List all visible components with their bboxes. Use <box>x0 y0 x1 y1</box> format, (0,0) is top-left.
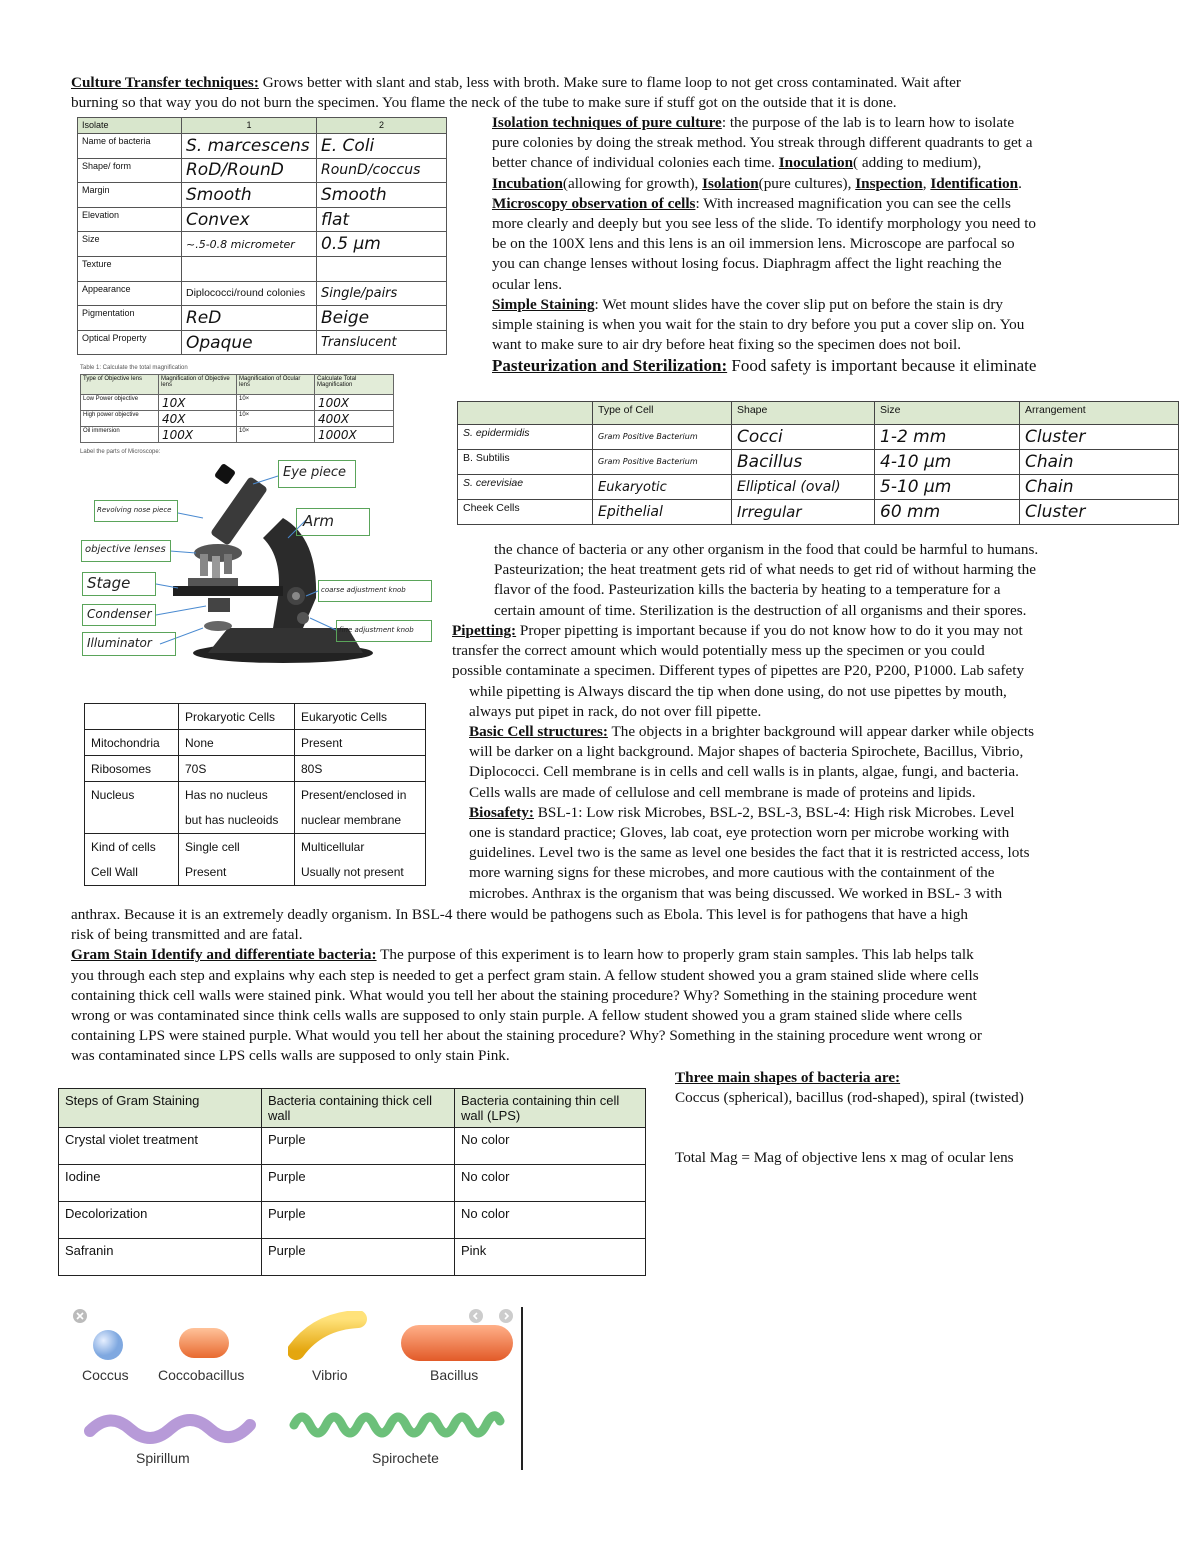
row-label: Optical Property <box>78 330 182 355</box>
feature <box>85 808 179 834</box>
gram-step: Crystal violet treatment <box>59 1128 262 1165</box>
simple-heading: Simple Staining <box>492 295 595 313</box>
label-eyepiece: Eye piece <box>278 460 356 488</box>
incubation-term: Incubation <box>492 174 563 192</box>
cell-value: flat <box>317 207 447 232</box>
gram-heading: Gram Stain Identify and differentiate bacteria: <box>71 946 377 964</box>
lens-name: Low Power objective <box>81 395 159 411</box>
cell-header: Shape <box>732 402 875 425</box>
pipetting-line4: while pipetting is Always discard the tip when done using, do not use pipettes by mouth, <box>469 682 1007 700</box>
total-mag: 1000X <box>315 427 394 443</box>
organism-name: S. epidermidis <box>458 425 593 450</box>
spirochete-icon <box>288 1403 508 1443</box>
culture-section <box>71 73 1151 113</box>
biosafety-heading: Biosafety: <box>469 803 534 821</box>
table-row <box>458 425 1179 450</box>
culture-line1: Grows better with slant and stab, less with broth. Make sure to flame loop to not get cross contaminated. Wait after <box>258 74 961 91</box>
euk-value: Present <box>295 730 426 756</box>
cell-value: RoD/RounD <box>182 158 317 183</box>
table-row <box>78 330 447 355</box>
biosafety-line6: anthrax. Because it is an extremely deadly organism. In BSL-4 there would be pathogens such as Ebola. This level is for pathogens that have a high <box>71 906 968 923</box>
biosafety-line2: one is standard practice; Gloves, lab coat, eye protection worn per microbe working with <box>469 824 1010 842</box>
mag-header: Calculate Total Magnification <box>315 375 394 395</box>
microscopy-line2: more clearly and deeply but you see less of the slide. To identify morphology you need to <box>492 215 1037 233</box>
table-row <box>78 256 447 281</box>
prok-value: but has nucleoids <box>179 808 295 834</box>
bacteria-shapes-figure <box>66 1305 528 1475</box>
inoculation-term: Inoculation <box>778 154 854 172</box>
euk-value: Usually not present <box>295 860 426 886</box>
coccus-label: Coccus <box>82 1367 129 1383</box>
cell-arrangement: Chain <box>1020 450 1179 475</box>
isolation-line2: pure colonies by doing the streak method. You streak through different quadrants to get a <box>492 134 1033 152</box>
inspection-term: Inspection <box>855 174 923 192</box>
cell-value: 0.5 μm <box>317 232 447 257</box>
prok-value: Has no nucleus <box>179 782 295 808</box>
biosafety-line3: guidelines. Level two is the same as level one besides the fact that it is restricted access, lots <box>469 844 1030 862</box>
pipetting-line2: transfer the correct amount which would potentially mess up the specimen or you could <box>452 642 985 660</box>
basic-line3: Diplococci. Cell membrane is in cells and cell walls is in plants, algae, fungi, and bacteria. <box>469 763 1019 781</box>
cell-value <box>317 256 447 281</box>
cell-header: Size <box>875 402 1020 425</box>
table-row <box>81 395 394 411</box>
cell-size: 5-10 μm <box>875 475 1020 500</box>
prok-value: Single cell <box>179 834 295 860</box>
feature: Ribosomes <box>85 756 179 782</box>
gram-step: Decolorization <box>59 1202 262 1239</box>
prok-header: Eukaryotic Cells <box>295 704 426 730</box>
basic-line4: Cells walls are made of cellulose and cell membrane is made of proteins and lipids. <box>469 783 976 801</box>
cell-type: Gram Positive Bacterium <box>593 450 732 475</box>
bacillus-icon <box>398 1321 518 1367</box>
cell-value: S. marcescens <box>182 134 317 159</box>
coccobacillus-icon <box>174 1323 234 1363</box>
label-coarse: coarse adjustment knob <box>318 580 432 602</box>
mag-header: Type of Objective lens <box>81 375 159 395</box>
thin-result: No color <box>455 1128 646 1165</box>
cell-value: Translucent <box>317 330 447 355</box>
thick-result: Purple <box>262 1239 455 1276</box>
gram-line4: wrong or was contaminated since think cells walls are supposed to only stain purple. A fellow student showed you a gram stained slide where cells <box>71 1007 963 1025</box>
lens-name: Oil immersion <box>81 427 159 443</box>
obj-mag: 10X <box>159 395 237 411</box>
thin-result: No color <box>455 1165 646 1202</box>
cell-value: E. Coli <box>317 134 447 159</box>
row-label: Elevation <box>78 207 182 232</box>
gram-line5: containing LPS were stained purple. What would you tell her about the staining procedure? Why? Something in the staining procedure went wrong or <box>71 1027 982 1045</box>
feature: Nucleus <box>85 782 179 808</box>
bacillus-label: Bacillus <box>430 1367 479 1383</box>
cell-header: Type of Cell <box>593 402 732 425</box>
pasteur-line3: flavor of the food. Pasteurization kills the bacteria by heating to a temperature for a <box>494 581 1001 599</box>
organism-name: B. Subtilis <box>458 450 593 475</box>
table-row <box>59 1128 646 1165</box>
prok-value: None <box>179 730 295 756</box>
cell-value: Convex <box>182 207 317 232</box>
simple-line2: simple staining is when you wait for the stain to dry before you put a cover slip on. You <box>492 316 1025 334</box>
label-illuminator: Illuminator <box>82 632 176 656</box>
gram-line1: The purpose of this experiment is to learn how to properly gram stain samples. This lab helps talk <box>376 946 974 964</box>
table-row <box>78 281 447 306</box>
label-nosepiece: Revolving nose piece <box>94 500 178 522</box>
cell-arrangement: Cluster <box>1020 425 1179 450</box>
cell-shape: Irregular <box>732 500 875 525</box>
cell-value: ~.5-0.8 micrometer <box>182 232 317 257</box>
row-label: Size <box>78 232 182 257</box>
cell-header: Arrangement <box>1020 402 1179 425</box>
isolate-header-1: 1 <box>182 118 317 134</box>
lens-name: High power objective <box>81 411 159 427</box>
cell-shape: Bacillus <box>732 450 875 475</box>
spirillum-label: Spirillum <box>136 1450 190 1466</box>
table-row <box>85 782 426 808</box>
row-label: Appearance <box>78 281 182 306</box>
shapes-section <box>675 1068 1135 1169</box>
table-row <box>78 134 447 159</box>
label-parts-caption: Label the parts of Microscope: <box>80 449 161 455</box>
thin-result: No color <box>455 1202 646 1239</box>
period: . <box>1018 174 1022 192</box>
vibrio-label: Vibrio <box>312 1367 348 1383</box>
basic-heading: Basic Cell structures: <box>469 723 608 740</box>
total-mag-formula: Total Mag = Mag of objective lens x mag of ocular lens <box>675 1149 1014 1167</box>
cell-type: Gram Positive Bacterium <box>593 425 732 450</box>
mag-table-caption: Table 1: Calculate the total magnification <box>80 365 188 371</box>
table-row <box>458 475 1179 500</box>
culture-line2: burning so that way you do not burn the specimen. You flame the neck of the tube to make sure if stuff got on the outside that it is done. <box>71 94 897 112</box>
ocular-mag: 10× <box>237 395 315 411</box>
isolation-line3: better chance of individual colonies each time. <box>492 154 779 172</box>
label-objective: objective lenses <box>81 540 171 562</box>
cell-type: Epithelial <box>593 500 732 525</box>
mag-header: Magnification of Objective lens <box>159 375 237 395</box>
table-row <box>78 232 447 257</box>
table-row <box>85 730 426 756</box>
thick-result: Purple <box>262 1165 455 1202</box>
pipetting-line5: always put pipet in rack, do not over fill pipette. <box>469 702 762 720</box>
basic-line2: will be darker on a light background. Major shapes of bacteria Spirochete, Bacillus, Vibrio, <box>469 743 1024 761</box>
total-mag: 100X <box>315 395 394 411</box>
feature: Mitochondria <box>85 730 179 756</box>
euk-value: Multicellular <box>295 834 426 860</box>
spirillum-icon <box>80 1407 270 1447</box>
row-label: Margin <box>78 183 182 208</box>
cell-shape: Cocci <box>732 425 875 450</box>
gram-line2: you through each step and explains why each step is needed to get a perfect gram stain. A fellow student showed you a gram stained slide where cells <box>71 966 979 984</box>
microscope-figure <box>78 458 438 668</box>
pasteur-line4: certain amount of time. Sterilization is the destruction of all organisms and their spores. <box>494 601 1027 619</box>
pasteur-line1: the chance of bacteria or any other organism in the food that could be harmful to humans. <box>494 541 1039 558</box>
cell-size: 4-10 μm <box>875 450 1020 475</box>
pasteur-line2: Pasteurization; the heat treatment gets rid of what needs to get rid of without harming the <box>494 561 1036 579</box>
cell-value: ReD <box>182 306 317 331</box>
prok-value: 70S <box>179 756 295 782</box>
feature: Cell Wall <box>85 860 179 886</box>
gram-header: Steps of Gram Staining <box>59 1089 262 1128</box>
cell-value: Smooth <box>182 183 317 208</box>
cell-value: Smooth <box>317 183 447 208</box>
thick-result: Purple <box>262 1202 455 1239</box>
isolation-def: (pure cultures), <box>758 174 856 192</box>
biosafety-line4: more warning signs for these microbes, and more cautious with the containment of the <box>469 864 995 882</box>
table-row <box>458 500 1179 525</box>
coccobacillus-label: Coccobacillus <box>158 1367 245 1383</box>
microscopy-line1: : With increased magnification you can see the cells <box>695 194 1011 212</box>
label-arm: Arm <box>296 508 370 536</box>
table-row <box>78 183 447 208</box>
isolate-table <box>77 117 447 355</box>
gram-header: Bacteria containing thin cell wall (LPS) <box>455 1089 646 1128</box>
prok-header <box>85 704 179 730</box>
label-fine: fine adjustment knob <box>336 620 432 642</box>
euk-value: Present/enclosed in <box>295 782 426 808</box>
pipetting-line1: Proper pipetting is important because if you do not know how to do it you may not <box>516 622 1023 639</box>
close-icon[interactable] <box>73 1309 87 1323</box>
table-row <box>85 834 426 860</box>
vibrio-icon <box>288 1311 368 1361</box>
simple-line1: : Wet mount slides have the cover slip put on before the stain is dry <box>594 295 1004 313</box>
gram-step: Safranin <box>59 1239 262 1276</box>
table-row <box>78 306 447 331</box>
cell-type-table <box>457 401 1179 525</box>
cell-shape: Elliptical (oval) <box>732 475 875 500</box>
prok-euk-table <box>84 703 426 886</box>
row-label: Pigmentation <box>78 306 182 331</box>
prok-value: Present <box>179 860 295 886</box>
cell-header <box>458 402 593 425</box>
cell-value: Single/pairs <box>317 281 447 306</box>
isolation-term: Isolation <box>702 174 759 192</box>
table-row <box>59 1165 646 1202</box>
microscopy-line4: you can change lenses without losing focus. Diaphragm affect the light reaching the <box>492 255 1002 273</box>
magnification-table <box>80 374 394 443</box>
cell-value: Opaque <box>182 330 317 355</box>
biosafety-line5: microbes. Anthrax is the organism that was being discussed. We worked in BSL- 3 with <box>469 884 1003 902</box>
table-row <box>59 1239 646 1276</box>
cell-type: Eukaryotic <box>593 475 732 500</box>
microscopy-heading: Microscopy observation of cells <box>492 194 696 212</box>
organism-name: Cheek Cells <box>458 500 593 525</box>
isolate-header-label: Isolate <box>78 118 182 134</box>
prok-header: Prokaryotic Cells <box>179 704 295 730</box>
table-row <box>78 158 447 183</box>
table-row <box>458 450 1179 475</box>
shapes-text: Coccus (spherical), bacillus (rod-shaped), spiral (twisted) <box>675 1089 1024 1107</box>
gram-line3: containing thick cell walls were stained pink. What would you tell her about the staining procedure? Why? Something in the staining procedure went <box>71 986 977 1004</box>
row-label: Name of bacteria <box>78 134 182 159</box>
microscopy-line5: ocular lens. <box>492 275 563 293</box>
row-label: Shape/ form <box>78 158 182 183</box>
thick-result: Purple <box>262 1128 455 1165</box>
cell-value: RounD/coccus <box>317 158 447 183</box>
cell-value: Diplococci/round colonies <box>182 281 317 306</box>
biosafety-line7: risk of being transmitted and are fatal. <box>71 926 303 944</box>
identification-term: Identification <box>930 174 1019 192</box>
coccus-icon <box>88 1325 128 1365</box>
label-condenser: Condenser <box>82 604 156 626</box>
microscopy-line3: be on the 100X lens and this lens is an oil immersion lens. Microscope are parfocal so <box>492 235 1015 253</box>
gram-line6: was contaminated since LPS cells walls are supposed to only stain Pink. <box>71 1047 510 1065</box>
gram-stain-table <box>58 1088 646 1276</box>
spirochete-label: Spirochete <box>372 1450 439 1466</box>
label-stage: Stage <box>82 572 156 596</box>
simple-line3: want to make sure to air dry before heat fixing so the specimen does not boil. <box>492 336 961 354</box>
obj-mag: 40X <box>159 411 237 427</box>
isolation-heading: Isolation techniques of pure culture <box>492 114 722 131</box>
euk-value: 80S <box>295 756 426 782</box>
total-mag: 400X <box>315 411 394 427</box>
ocular-mag: 10× <box>237 411 315 427</box>
mag-header: Magnification of Ocular lens <box>237 375 315 395</box>
obj-mag: 100X <box>159 427 237 443</box>
pipetting-heading: Pipetting: <box>452 622 517 639</box>
thin-result: Pink <box>455 1239 646 1276</box>
pasteur-heading: Pasteurization and Sterilization: <box>492 356 728 376</box>
isolation-section <box>492 113 1142 377</box>
table-row <box>85 860 426 886</box>
sep: , <box>922 174 931 192</box>
pipetting-line3: possible contaminate a specimen. Different types of pipettes are P20, P200, P1000. Lab safety <box>452 662 1025 680</box>
gram-header: Bacteria containing thick cell wall <box>262 1089 455 1128</box>
isolation-line1: : the purpose of the lab is to learn how to isolate <box>721 114 1015 131</box>
table-row <box>59 1202 646 1239</box>
cell-arrangement: Chain <box>1020 475 1179 500</box>
biosafety-line1: BSL-1: Low risk Microbes, BSL-2, BSL-3, BSL-4: High risk Microbes. Level <box>533 803 1015 821</box>
cell-size: 60 mm <box>875 500 1020 525</box>
row-label: Texture <box>78 256 182 281</box>
culture-heading: Culture Transfer techniques: <box>71 74 259 91</box>
gram-section <box>71 905 1161 1067</box>
shapes-heading: Three main shapes of bacteria are: <box>675 1069 901 1086</box>
incubation-def: (allowing for growth), <box>562 174 703 192</box>
pasteur-section <box>494 540 1154 621</box>
table-row <box>78 207 447 232</box>
cell-arrangement: Cluster <box>1020 500 1179 525</box>
table-row <box>85 808 426 834</box>
cell-value: Beige <box>317 306 447 331</box>
pasteur-line0: Food safety is important because it eliminate <box>727 356 1037 376</box>
inoculation-def: ( adding to medium), <box>853 154 982 172</box>
isolate-header-2: 2 <box>317 118 447 134</box>
table-row <box>85 756 426 782</box>
cell-size: 1-2 mm <box>875 425 1020 450</box>
organism-name: S. cerevisiae <box>458 475 593 500</box>
pipetting-section <box>452 621 1152 722</box>
basic-line1: The objects in a brighter background will appear darker while objects <box>607 723 1035 740</box>
cell-value <box>182 256 317 281</box>
basic-section <box>469 722 1159 904</box>
ocular-mag: 10× <box>237 427 315 443</box>
feature: Kind of cells <box>85 834 179 860</box>
table-row <box>81 427 394 443</box>
euk-value: nuclear membrane <box>295 808 426 834</box>
table-row <box>81 411 394 427</box>
gram-step: Iodine <box>59 1165 262 1202</box>
